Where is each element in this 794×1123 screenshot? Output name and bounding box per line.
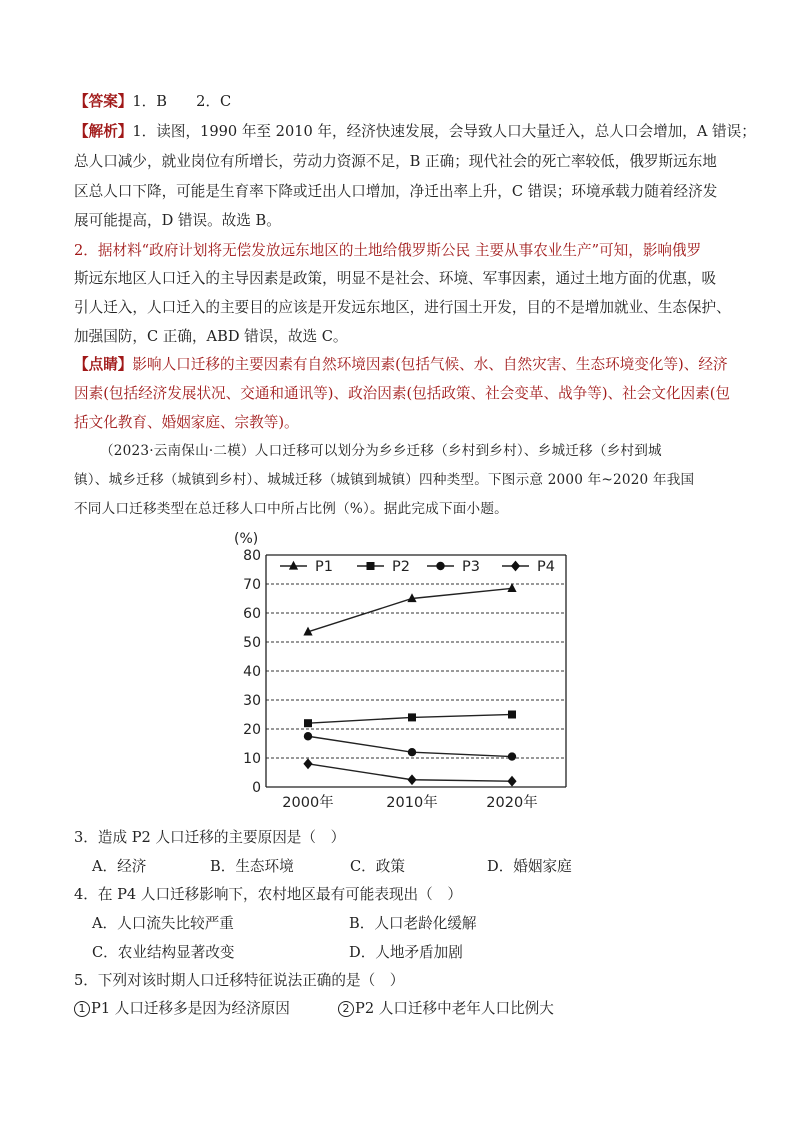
analysis-line-1 [74,122,756,142]
p4-point [303,758,312,769]
analysis-line-4: 展可能提高，D 错误。故选 B。 [74,212,281,229]
q5-statement-1-text: P1 人口迁移多是因为经济原因 [91,1000,290,1017]
y-tick-label: 30 [243,693,261,709]
p2-point [408,713,416,721]
legend-label-p2: P2 [392,559,410,575]
intro-line-2: 镇）、城乡迁移（城镇到乡村）、城城迁移（城镇到城镇）四种类型。下图示意 2000 年~2020 年我国 [74,472,695,488]
tip-tag: 【点睛】 [74,356,133,373]
intro-line-3: 不同人口迁移类型在总迁移人口中所占比例（%）。据此完成下面小题。 [74,501,508,517]
y-tick-label: 60 [243,606,261,622]
q4-option-c[interactable]: C．农业结构显著改变 [92,944,235,961]
circled-number-1: 1 [74,1001,90,1017]
analysis-text: 1．读图，1990 年至 2010 年，经济快速发展，会导致人口大量迁入，总人口会增加，A 错误； [132,123,756,140]
tip-line-2: 因素(包括经济发展状况、交通和通讯等)、政治因素(包括政策、社会变革、战争等)、社会文化因素(包 [74,385,731,402]
intro-line-1: （2023·云南保山·二模）人口迁移可以划分为乡乡迁移（乡村到乡村）、乡城迁移（乡村到城 [100,443,662,459]
q4-option-a[interactable]: A．人口流失比较严重 [92,915,234,932]
q4-option-d[interactable]: D．人地矛盾加剧 [349,944,463,961]
q5-stem: 5．下列对该时期人口迁移特征说法正确的是（ ） [74,972,405,989]
p2-point [508,711,516,719]
y-tick-label: 0 [252,780,261,796]
y-tick-label: 70 [243,577,261,593]
analysis-line-8: 加强国防，C 正确，ABD 错误，故选 C。 [74,328,348,345]
analysis-q2-text: 2．据材料“政府计划将无偿发放远东地区的土地给俄罗斯公民 主要从事农业生产”可知，影响俄罗 [74,242,702,259]
p4-point [507,776,516,787]
analysis-line-7: 引人迁入，人口迁入的主要目的应该是开发远东地区，进行国土开发，目的不是增加就业、生态保护、 [74,299,731,316]
analysis-line-2: 总人口减少，就业岗位有所增长，劳动力资源不足，B 正确；现代社会的死亡率较低，俄罗斯远东地 [74,153,717,170]
y-axis-label: (%) [234,531,259,547]
analysis-line-6: 斯远东地区人口迁入的主导因素是政策，明显不是社会、环境、军事因素，通过土地方面的优惠，吸 [74,270,717,287]
q3-stem: 3．造成 P2 人口迁移的主要原因是（ ） [74,829,346,846]
x-tick-label: 2020年 [486,795,538,811]
tip-line-1 [74,355,728,375]
analysis-tag: 【解析】 [74,123,133,140]
series-line-p1 [308,588,512,632]
legend-marker-p3 [436,562,444,570]
q3-option-a[interactable]: A．经济 [92,858,147,875]
y-tick-label: 20 [243,722,261,738]
legend-marker-p4 [511,561,520,572]
x-tick-label: 2000年 [282,795,334,811]
tip-line-3: 括文化教育、婚姻家庭、宗教等)。 [74,414,299,431]
y-tick-label: 10 [243,751,261,767]
circled-number-2: 2 [338,1001,354,1017]
q5-statement-2-text: P2 人口迁移中老年人口比例大 [355,1000,554,1017]
tip-text: 影响人口迁移的主要因素有自然环境因素(包括气候、水、自然灾害、生态环境变化等)、经济 [132,356,728,373]
y-tick-label: 50 [243,635,261,651]
q3-option-c[interactable]: C．政策 [350,858,405,875]
legend-marker-p1 [289,561,298,570]
legend-label-p3: P3 [462,559,480,575]
p3-point [508,752,516,760]
answer-line [74,92,231,112]
legend-marker-p2 [367,562,375,570]
analysis-line-3: 区总人口下降，可能是生育率下降或迁出人口增加，净迁出率上升，C 错误；环境承载力随着经济发 [74,183,718,200]
q3-option-b[interactable]: B．生态环境 [210,858,294,875]
p4-point [407,774,416,785]
answer-tag: 【答案】 [74,93,133,110]
q4-option-b[interactable]: B．人口老龄化缓解 [349,915,477,932]
q3-option-d[interactable]: D．婚姻家庭 [487,858,572,875]
legend-label-p1: P1 [315,559,333,575]
p3-point [408,748,416,756]
legend-label-p4: P4 [537,559,555,575]
y-tick-label: 40 [243,664,261,680]
analysis-line-5 [74,241,701,261]
p3-point [304,732,312,740]
q4-stem: 4．在 P4 人口迁移影响下，农村地区最有可能表现出（ ） [74,886,462,903]
x-tick-label: 2010年 [386,795,438,811]
y-tick-label: 80 [243,548,261,564]
q5-statement-1[interactable] [74,999,290,1019]
migration-line-chart [230,528,575,813]
answer-text: 1．B 2．C [132,93,232,110]
p2-point [304,719,312,727]
q5-statement-2[interactable] [338,999,554,1019]
